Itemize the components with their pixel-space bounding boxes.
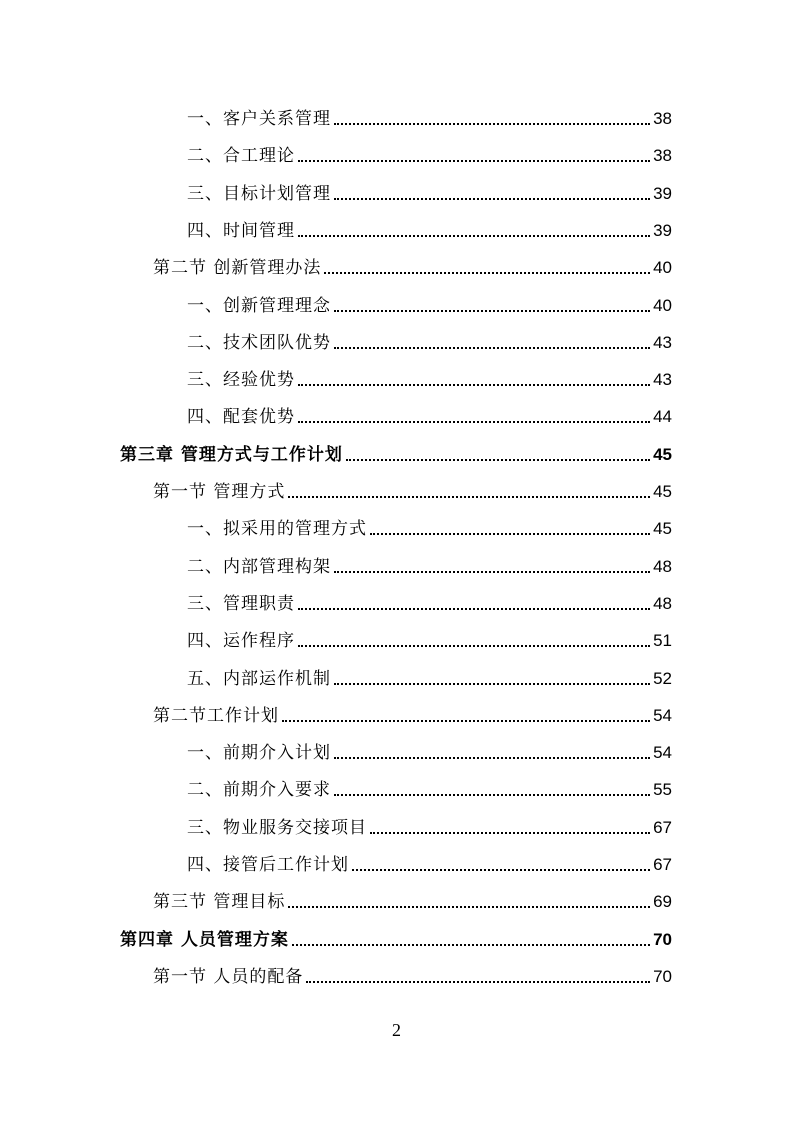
toc-entry-title: 二、技术团队优势 xyxy=(187,332,331,353)
toc-entry-title: 二、合工理论 xyxy=(187,146,295,167)
toc-dot-leader xyxy=(288,496,650,498)
toc-dot-leader xyxy=(334,310,650,312)
toc-entry-title: 三、经验优势 xyxy=(187,370,295,391)
toc-entry[interactable] xyxy=(187,622,672,652)
toc-entry-title: 三、目标计划管理 xyxy=(187,183,331,204)
toc-entry-title: 一、前期介入计划 xyxy=(187,743,331,764)
toc-entry-page: 39 xyxy=(653,183,672,203)
toc-entry-title: 第三节 管理目标 xyxy=(153,892,286,913)
toc-entry[interactable] xyxy=(187,361,672,391)
toc-entry-title: 三、管理职责 xyxy=(187,593,295,614)
toc-dot-leader xyxy=(352,869,650,871)
toc-dot-leader xyxy=(334,683,650,685)
toc-entry-page: 38 xyxy=(653,109,672,128)
toc-entry[interactable] xyxy=(187,846,672,876)
toc-dot-leader xyxy=(334,794,650,796)
toc-dot-leader xyxy=(292,944,650,946)
toc-entry-title: 一、拟采用的管理方式 xyxy=(187,519,367,540)
toc-entry[interactable] xyxy=(187,809,672,839)
toc-entry-page: 40 xyxy=(653,258,672,278)
toc-entry[interactable] xyxy=(120,436,672,466)
toc-dot-leader xyxy=(298,384,650,386)
toc-entry[interactable] xyxy=(187,137,672,167)
toc-entry-page: 45 xyxy=(653,519,672,539)
toc-entry-title: 四、运作程序 xyxy=(187,631,295,652)
toc-entry[interactable] xyxy=(187,398,672,428)
toc-dot-leader xyxy=(370,832,650,834)
toc-entry-page: 69 xyxy=(653,892,672,912)
toc-entry[interactable] xyxy=(187,324,672,354)
toc-dot-leader xyxy=(334,757,650,759)
toc-entry-title: 第三章 管理方式与工作计划 xyxy=(120,444,343,465)
toc-dot-leader xyxy=(334,123,650,125)
toc-entry-page: 55 xyxy=(653,780,672,800)
toc-entry-title: 四、配套优势 xyxy=(187,407,295,428)
toc-entry-title: 第二节 创新管理办法 xyxy=(153,258,322,279)
toc-entry-title: 第二节工作计划 xyxy=(153,705,279,726)
toc-dot-leader xyxy=(334,347,650,349)
toc-entry-title: 五、内部运作机制 xyxy=(187,668,331,689)
toc-entry-page: 43 xyxy=(653,370,672,390)
toc-entry[interactable] xyxy=(187,100,672,130)
toc-entry-title: 四、时间管理 xyxy=(187,220,295,241)
toc-dot-leader xyxy=(298,608,650,610)
toc-entry-title: 四、接管后工作计划 xyxy=(187,855,349,875)
toc-entry-title: 二、内部管理构架 xyxy=(187,556,331,577)
toc-dot-leader xyxy=(334,571,650,573)
toc-entry-page: 39 xyxy=(653,220,672,240)
toc-dot-leader xyxy=(346,459,650,461)
toc-entry[interactable] xyxy=(187,287,672,317)
toc-entry[interactable] xyxy=(187,175,672,205)
toc-entry-page: 40 xyxy=(653,295,672,315)
toc-entry-page: 44 xyxy=(653,407,672,427)
toc-dot-leader xyxy=(298,235,650,237)
toc-entry[interactable] xyxy=(153,249,672,279)
toc-entry-page: 67 xyxy=(653,855,672,874)
toc-dot-leader xyxy=(288,906,650,908)
toc-entry-page: 52 xyxy=(653,668,672,688)
toc-dot-leader xyxy=(298,160,650,162)
toc-entry-title: 一、客户关系管理 xyxy=(187,109,331,129)
toc-entry-page: 70 xyxy=(653,929,672,949)
toc-entry-title: 第一节 管理方式 xyxy=(153,482,286,502)
toc-entry-title: 二、前期介入要求 xyxy=(187,780,331,801)
toc-dot-leader xyxy=(282,720,650,722)
toc-entry-page: 45 xyxy=(653,482,672,501)
toc-entry[interactable] xyxy=(187,510,672,540)
toc-entry-page: 48 xyxy=(653,556,672,576)
toc-dot-leader xyxy=(370,533,650,535)
toc-entry-title: 第一节 人员的配备 xyxy=(153,966,304,987)
toc-entry[interactable] xyxy=(187,660,672,690)
toc-entry[interactable] xyxy=(153,697,672,727)
toc-dot-leader xyxy=(298,645,650,647)
toc-entry-page: 51 xyxy=(653,631,672,651)
toc-entry[interactable] xyxy=(187,734,672,764)
toc-dot-leader xyxy=(324,272,650,274)
toc-entry-title: 第四章 人员管理方案 xyxy=(120,929,289,950)
toc-entry-page: 45 xyxy=(653,444,672,464)
toc-entry[interactable] xyxy=(187,585,672,615)
toc-entry[interactable] xyxy=(153,473,672,503)
toc-entry[interactable] xyxy=(187,212,672,242)
toc-entry-title: 三、物业服务交接项目 xyxy=(187,817,367,838)
toc-entry-page: 43 xyxy=(653,332,672,352)
page-number: 2 xyxy=(392,1020,401,1040)
toc-dot-leader xyxy=(298,421,650,423)
toc-dot-leader xyxy=(334,198,650,200)
toc-entry[interactable] xyxy=(153,883,672,913)
toc-entry-page: 67 xyxy=(653,817,672,837)
toc-entry[interactable] xyxy=(153,958,672,988)
toc-entry[interactable] xyxy=(120,921,672,951)
toc-entry-title: 一、创新管理理念 xyxy=(187,295,331,316)
toc-entry-page: 54 xyxy=(653,705,672,725)
toc-entry-page: 48 xyxy=(653,593,672,613)
toc-entry[interactable] xyxy=(187,548,672,578)
toc-entry-page: 54 xyxy=(653,743,672,763)
toc-dot-leader xyxy=(306,981,650,983)
toc-entry[interactable] xyxy=(187,771,672,801)
toc-entry-page: 38 xyxy=(653,146,672,166)
toc-entry-page: 70 xyxy=(653,966,672,986)
